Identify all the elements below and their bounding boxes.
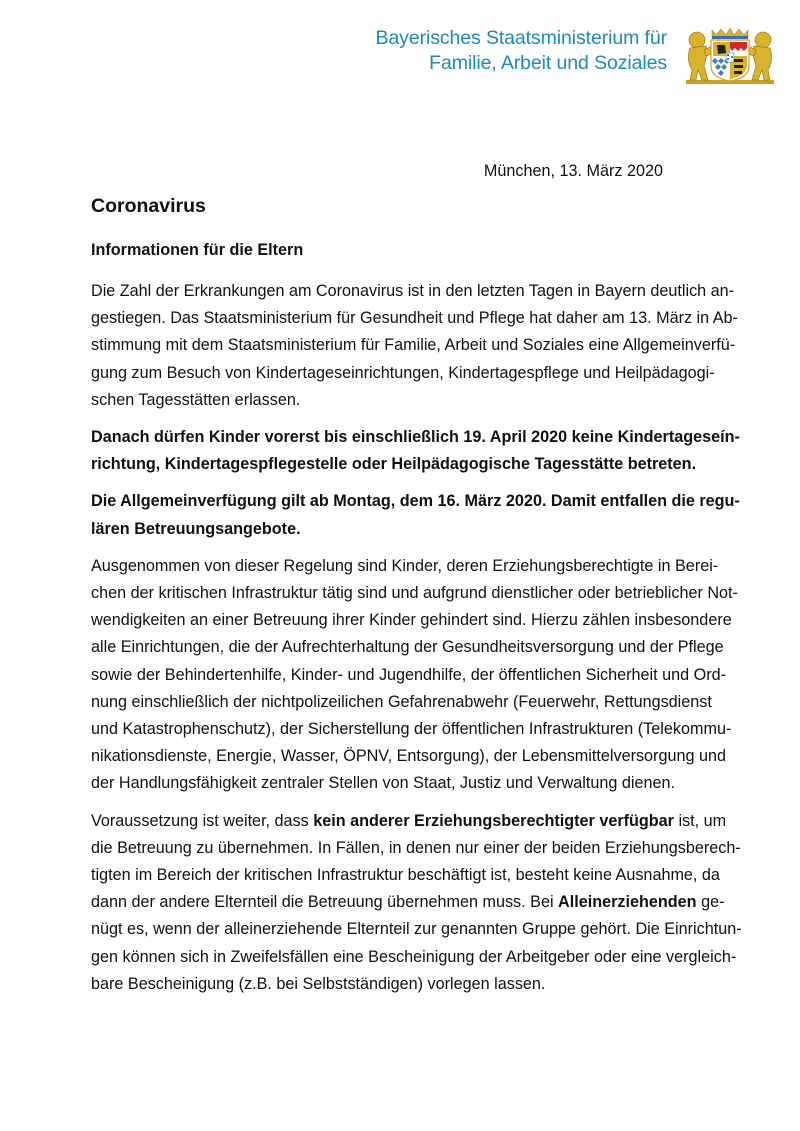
paragraph-line: nügt es, wenn der alleinerziehende Elternteil zur genannten Gruppe gehört. Die Einrichtun-	[91, 920, 742, 939]
paragraph-closure-notice	[91, 424, 740, 478]
paragraph-line: nikationsdienste, Energie, Wasser, ÖPNV, Entsorgung), der Lebensmittelversorgung und	[91, 747, 726, 766]
paragraph-line: bare Bescheinigung (z.B. bei Selbstständigen) vorlegen lassen.	[91, 974, 546, 993]
paragraph-line: stimmung mit dem Staatsministerium für Familie, Arbeit und Soziales eine Allgemeinverfü-	[91, 336, 736, 355]
paragraph-line: der Handlungsfähigkeit zentraler Stellen von Staat, Justiz und Verwaltung dienen.	[91, 774, 676, 793]
paragraph-line	[91, 889, 725, 916]
paragraph-line: nung einschließlich der nichtpolizeilichen Gefahrenabwehr (Feuerwehr, Rettungsdienst	[91, 692, 712, 711]
paragraph-line: gestiegen. Das Staatsministerium für Gesundheit und Pflege hat daher am 13. März in Ab-	[91, 309, 738, 328]
text-segment: ge-	[696, 893, 725, 912]
paragraph-line: Die Zahl der Erkrankungen am Coronavirus ist in den letzten Tagen in Bayern deutlich an-	[91, 282, 735, 300]
document-date: München, 13. März 2020	[483, 162, 663, 180]
emphasis-text: kein anderer Erziehungsberechtigter verfügbar	[313, 811, 674, 830]
document-subtitle: Informationen für die Eltern	[91, 241, 304, 259]
paragraph-line: und Katastrophenschutz), der Sicherstellung der öffentlichen Infrastrukturen (Telekommu-	[91, 720, 732, 739]
emphasis-text: Alleinerziehenden	[558, 893, 697, 912]
paragraph-line: tigten im Bereich der kritischen Infrastruktur beschäftigt ist, besteht keine Ausnahme, da	[91, 866, 720, 885]
paragraph-line: lären Betreuungsangebote.	[91, 519, 301, 538]
text-segment: dann der andere Elternteil die Betreuung übernehmen muss. Bei	[91, 893, 559, 912]
text-segment: Voraussetzung ist weiter, dass	[91, 811, 314, 830]
paragraph-line: die Betreuung zu übernehmen. In Fällen, in denen nur einer der beiden Erziehungsberech-	[91, 838, 741, 857]
paragraph-introduction	[91, 278, 738, 414]
paragraph-line: schen Tagesstätten erlassen.	[91, 390, 301, 409]
paragraph-line	[91, 808, 727, 835]
paragraph-requirements	[91, 808, 742, 998]
document-title: Coronavirus	[91, 195, 206, 217]
paragraph-effective-date	[91, 488, 740, 542]
paragraph-line: sowie der Behindertenhilfe, Kinder- und Jugendhilfe, der öffentlichen Sicherheit und Ord-	[91, 665, 727, 684]
paragraph-line: gen können sich in Zweifelsfällen eine Bescheinigung der Arbeitgeber oder eine vergleich-	[91, 947, 737, 966]
paragraph-line: Danach dürfen Kinder vorerst bis einschließlich 19. April 2020 keine Kindertageseín-	[91, 428, 740, 447]
paragraph-line: chen der kritischen Infrastruktur tätig sind und aufgrund dienstlicher oder betrieblicher Not-	[91, 584, 738, 603]
paragraph-line: richtung, Kindertagespflegestelle oder Heilpädagogische Tagesstätte betreten.	[91, 455, 697, 474]
bavarian-coat-of-arms-icon	[680, 26, 780, 86]
document-body	[91, 193, 742, 998]
paragraph-line: gung zum Besuch von Kindertageseinrichtungen, Kindertagespflege und Heilpädagogi-	[91, 363, 715, 382]
ministry-name-line-1: Bayerisches Staatsministerium für	[375, 27, 667, 49]
ministry-name	[376, 26, 667, 76]
paragraph-line: Ausgenommen von dieser Regelung sind Kinder, deren Erziehungsberechtigte in Berei-	[91, 556, 719, 575]
letterhead	[0, 24, 800, 94]
text-segment: ist, um	[673, 811, 727, 830]
paragraph-line: alle Einrichtungen, die der Aufrechterhaltung der Gesundheitsversorgung und der Pflege	[91, 638, 724, 657]
paragraph-line: Die Allgemeinverfügung gilt ab Montag, dem 16. März 2020. Damit entfallen die regu-	[91, 492, 740, 511]
ministry-name-line-2: Familie, Arbeit und Soziales	[429, 52, 667, 74]
paragraph-exceptions	[91, 553, 738, 798]
paragraph-line: wendigkeiten an einer Betreuung ihrer Kinder gehindert sind. Hierzu zählen insbesondere	[91, 611, 732, 630]
